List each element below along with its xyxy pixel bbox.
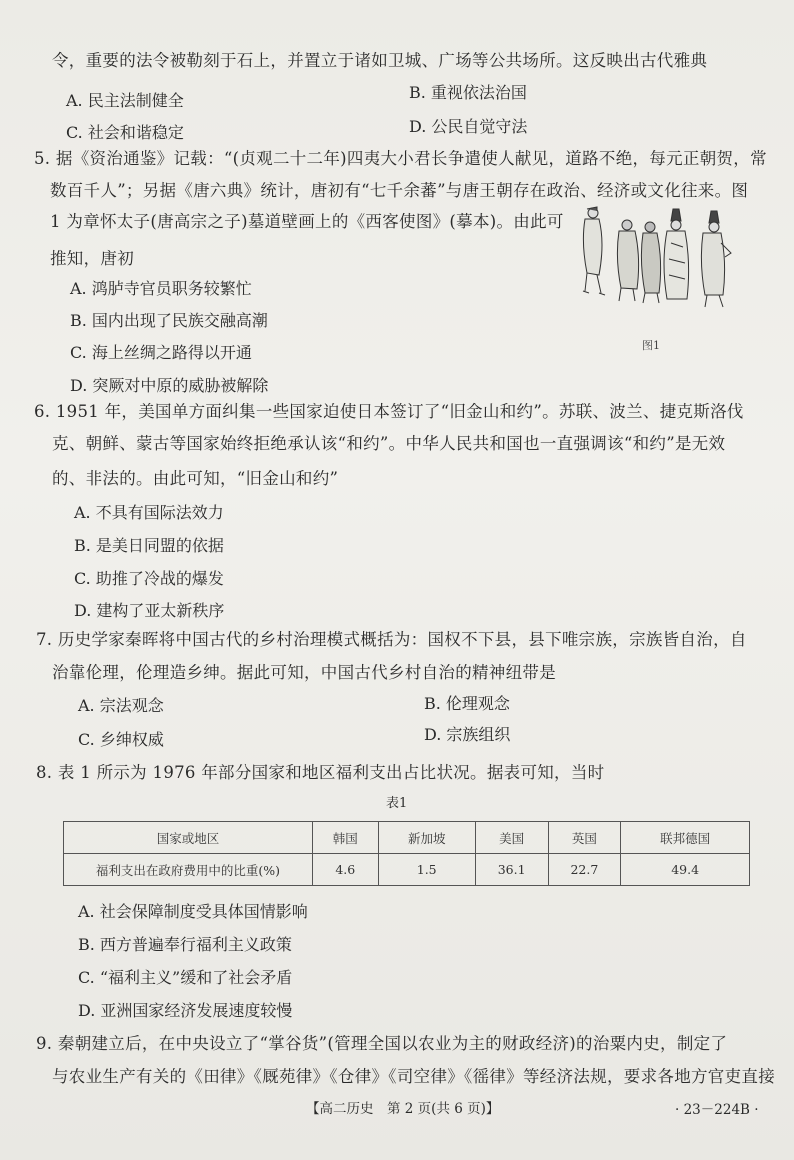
q5-option-d: D. 突厥对中原的威胁被解除 (70, 376, 269, 395)
q6-stem-line-1: 6. 1951 年，美国单方面纠集一些国家迫使日本签订了“旧金山和约”。苏联、波兰、捷克斯洛伐 (34, 402, 744, 421)
q6-option-d: D. 建构了亚太新秩序 (74, 601, 225, 620)
q8-stem-line: 8. 表 1 所示为 1976 年部分国家和地区福利支出占比状况。据表可知，当时 (36, 763, 605, 782)
q9-stem-line-1: 9. 秦朝建立后，在中央设立了“掌谷货”(管理全国以农业为主的财政经济)的治粟内史，制定了 (36, 1034, 728, 1053)
q5-option-a: A. 鸿胪寺官员职务较繁忙 (70, 279, 252, 298)
q8-option-a: A. 社会保障制度受具体国情影响 (78, 902, 308, 921)
q8-option-d: D. 亚洲国家经济发展速度较慢 (78, 1001, 293, 1020)
figure-1-caption: 图1 (642, 339, 660, 352)
exam-code: · 23－224B · (675, 1102, 759, 1118)
q9-stem-line-2: 与农业生产有关的《田律》《厩苑律》《仓律》《司空律》《徭律》等经济法规，要求各地方官吏直接 (52, 1067, 775, 1086)
table-1-caption: 表1 (386, 796, 408, 811)
table-cell: 福利支出在政府费用中的比重(%) (64, 854, 313, 886)
table-header-cell: 美国 (475, 822, 548, 854)
table-cell: 1.5 (378, 854, 475, 886)
q5-stem-line-1: 5. 据《资治通鉴》记载：“(贞观二十二年)四夷大小君长争遣使人献见，道路不绝，每元正朝贺，常 (34, 149, 767, 168)
q4-stem-line: 令，重要的法令被勒刻于石上，并置立于诸如卫城、广场等公共场所。这反映出古代雅典 (52, 51, 708, 70)
q7-option-c: C. 乡绅权威 (78, 730, 164, 749)
q6-stem-line-2: 克、朝鲜、蒙古等国家始终拒绝承认该“和约”。中华人民共和国也一直强调该“和约”是无效 (52, 434, 726, 453)
table-cell: 36.1 (475, 854, 548, 886)
q4-option-b: B. 重视依法治国 (409, 83, 527, 102)
table-cell: 49.4 (621, 854, 750, 886)
q6-stem-line-3: 的、非法的。由此可知，“旧金山和约” (52, 469, 339, 488)
q8-option-c: C. “福利主义”缓和了社会矛盾 (78, 968, 293, 987)
q5-stem-line-3: 1 为章怀太子(唐高宗之子)墓道壁画上的《西客使图》(摹本)。由此可 (50, 212, 564, 231)
table-header-cell: 国家或地区 (64, 822, 313, 854)
q5-stem-line-4: 推知，唐初 (50, 249, 134, 268)
q6-option-c: C. 助推了冷战的爆发 (74, 569, 224, 588)
q5-option-b: B. 国内出现了民族交融高潮 (70, 311, 268, 330)
q4-option-d: D. 公民自觉守法 (409, 117, 528, 136)
q7-stem-line-1: 7. 历史学家秦晖将中国古代的乡村治理模式概括为：国权不下县，县下唯宗族，宗族皆自治，自 (36, 630, 747, 649)
q7-stem-line-2: 治靠伦理，伦理造乡绅。据此可知，中国古代乡村自治的精神纽带是 (52, 663, 556, 682)
q7-option-b: B. 伦理观念 (424, 694, 510, 713)
table-header-cell: 韩国 (313, 822, 379, 854)
table-cell: 4.6 (313, 854, 379, 886)
q6-option-a: A. 不具有国际法效力 (74, 503, 224, 522)
q8-option-b: B. 西方普遍奉行福利主义政策 (78, 935, 292, 954)
q5-stem-line-2: 数百千人”；另据《唐六典》统计，唐初有“七千余蕃”与唐王朝存在政治、经济或文化往来。图 (50, 181, 749, 200)
table-header-cell: 新加坡 (378, 822, 475, 854)
table-row (64, 854, 750, 886)
q7-option-d: D. 宗族组织 (424, 725, 511, 744)
welfare-table (63, 821, 750, 886)
table-cell: 22.7 (548, 854, 621, 886)
page-footer-info: 【高二历史 第 2 页(共 6 页)】 (306, 1101, 500, 1117)
table-header-row (64, 822, 750, 854)
q6-option-b: B. 是美日同盟的依据 (74, 536, 224, 555)
envoys-mural-illustration (575, 203, 735, 315)
q4-option-c: C. 社会和谐稳定 (66, 123, 184, 142)
table-header-cell: 联邦德国 (621, 822, 750, 854)
q4-option-a: A. 民主法制健全 (66, 91, 184, 110)
q7-option-a: A. 宗法观念 (78, 696, 164, 715)
q5-option-c: C. 海上丝绸之路得以开通 (70, 343, 252, 362)
table-header-cell: 英国 (548, 822, 621, 854)
